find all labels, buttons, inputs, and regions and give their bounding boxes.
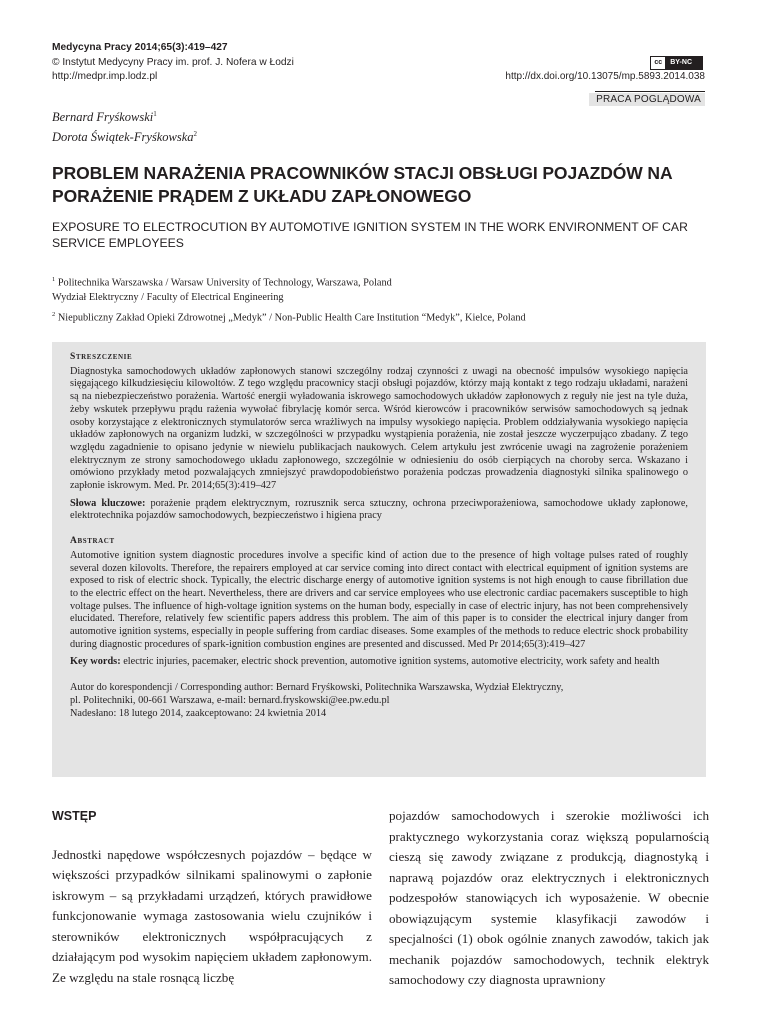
article-title-english: EXPOSURE TO ELECTROCUTION BY AUTOMOTIVE IGNITION SYSTEM IN THE WORK ENVIRONMENT OF CAR SERVICE EMPLOYEES: [52, 220, 688, 250]
abstract-heading-english: Abstract: [70, 536, 115, 547]
affiliation: [52, 273, 712, 305]
abstract-text-english: Automotive ignition system diagnostic procedures involve a specific kind of action due to the presence of high voltage pulses rated of roughly several dozen kilovolts. Therefore, the repairers employed at car service coming into direct contact with electrical equipment of ignition systems are exposed to risk of electric shock. Typically, the electric discharge energy of automotive ignition systems is not high enough to cause fibrillation due to the electric effect on the heart. Nevertheless, there are drivers and car service employees who use electronic cardiac pacemakers susceptible to high voltage pulses. The influence of high-voltage ignition systems on the human body, especially in case of electric injury, has not been comprehensively elucidated. Therefore, relatively few scientific papers address this problem. The aim of this paper is to consider the electrical injury danger from automotive ignition systems, especially in people suffering from cardiac diseases. Some examples of the methods to reduce electric shock probability during diagnostic procedures of spark-ignition combustion engines are presented and discussed. Med Pr 2014;65(3):419–427: [70, 549, 688, 650]
abstract-heading-polish: Streszczenie: [70, 352, 133, 362]
author-affiliation-mark: 2: [193, 130, 198, 139]
journal-citation: Medycyna Pracy 2014;65(3):419–427: [52, 42, 228, 53]
correspondence-line: Autor do korespondencji / Corresponding author: Bernard Fryśkowski, Politechnika Warszawska, Wydział Elektryczny,: [70, 682, 564, 694]
body-paragraph: pojazdów samochodowych i szerokie możliwości ich praktycznego wykorzystania coraz większą popularnością cieszą się zawody związane z produkcją, diagnostyką i naprawą pojazdów oraz elektrycznych i elektronicznych podzespołów stanowiących ich wyposażenie. W obecnie obowiązującym systemie klasyfikacji zawodów i specjalności (1) obok ogólnie znanych zawodów, takich jak mechanik pojazdów samochodowych, technik elektryk samochodowy czy diagnosta uprawniony: [389, 808, 709, 987]
license-badge-label: BY-NC: [666, 57, 702, 69]
keywords-text: porażenie prądem elektrycznym, rozrusznik serca sztuczny, ochrona przeciwporażeniowa, samochodowe układy zapłonowe, elektrotechnika pojazdów samochodowych, bezpieczeństwo i higiena pracy: [70, 497, 688, 522]
body-column-right: [389, 806, 709, 991]
keywords-english: [70, 656, 688, 669]
doi-link[interactable]: http://dx.doi.org/10.13075/mp.5893.2014.038: [505, 71, 705, 82]
doi-block: [445, 55, 705, 84]
abstract-text-polish: Diagnostyka samochodowych układów zapłonowych stanowi szczególny rodzaj czynności z uwagi na obecność impulsów wysokiego napięcia sięgającego kilkudziesięciu kilowoltów. Z tego względu pracownicy stacji obsługi pojazdów, którzy mają kontakt z tego rodzaju układami, narażeni są na niebezpieczeństwo porażenia. Wartość energii wyładowania iskrowego samochodowych układów zapłonowych z reguły nie jest na tyle duża, żeby wskutek przepływu prądu rażenia wywołać fibrylację komór serca. Wśród kierowców i pracowników serwisów samochodowych są jednak osoby korzystające z elektronicznych stymulatorów serca wrażliwych na impulsy wysokiego napięcia. Problem oddziaływania wysokiego napięcia układów zapłonowych na organizm ludzki, w szczególności w przypadku wystąpienia porażenia, nie został jeszcze wyczerpująco zbadany. Z tego względu zagadnienie to opisano jedynie w niewielu publikacjach naukowych. Celem artykułu jest zwrócenie uwagi na zagrożenie porażeniem elektrycznym ze strony samochodowego układu zapłonowego, szczególnie w odniesieniu do osób cierpiących na choroby serca. Wskazano i omówiono przykłady metod pozwalających zmniejszyć prawdopodobieństwo porażenia podczas prowadzenia diagnostyki silnika spalinowego o zapłonie iskrowym. Med. Pr. 2014;65(3):419–427: [70, 365, 688, 492]
affiliation-line: Wydział Elektryczny / Faculty of Electrical Engineering: [52, 291, 284, 303]
affiliations: [52, 273, 712, 325]
keywords-polish: [70, 498, 688, 523]
author-name: Bernard Fryśkowski: [52, 110, 154, 125]
correspondence: [70, 682, 688, 720]
author: [52, 126, 197, 146]
copyright-line: © Instytut Medycyny Pracy im. prof. J. Nofera w Łodzi: [52, 56, 294, 68]
keywords-text: electric injuries, pacemaker, electric shock prevention, automotive ignition systems, automotive electricity, work safety and health: [123, 656, 660, 668]
affiliation: [52, 308, 712, 326]
body-paragraph: Jednostki napędowe współczesnych pojazdów – będące w większości przypadków silnikami spalinowymi o zapłonie iskrowym – są przykładami urządzeń, których prawidłowe funkcjonowanie wymaga zastosowania wielu czujników i sterowników elektronicznych współpracujących z działającym pod wysokim napięciem układem zapłonowym. Ze względu na stale rosnącą liczbę: [52, 846, 372, 985]
affiliation-mark: 2: [52, 310, 56, 318]
header-divider: [595, 91, 705, 92]
license-badge[interactable]: [445, 55, 705, 70]
article-title-polish: PROBLEM NARAŻENIA PRACOWNIKÓW STACJI OBSŁUGI POJAZDÓW NA PORAŻENIE PRĄDEM Z UKŁADU ZAPŁONOWEGO: [52, 163, 672, 206]
author: [52, 106, 197, 126]
abstract-box: [52, 342, 706, 777]
correspondence-line: pl. Politechniki, 00-661 Warszawa, e-mail: bernard.fryskowski@ee.pw.edu.pl: [70, 694, 390, 706]
body-column-left: [52, 806, 372, 988]
creative-commons-icon: cc: [651, 57, 666, 69]
keywords-label: Słowa kluczowe:: [70, 497, 146, 509]
affiliation-mark: 1: [52, 276, 56, 283]
affiliation-line: Niepubliczny Zakład Opieki Zdrowotnej „Medyk” / Non-Public Health Care Institution “Medyk”, Kielce, Poland: [57, 312, 526, 324]
author-affiliation-mark: 1: [153, 110, 157, 118]
author-list: [52, 106, 197, 146]
received-accepted-dates: Nadesłano: 18 lutego 2014, zaakceptowano: 24 kwietnia 2014: [70, 707, 327, 719]
keywords-label: Key words:: [70, 656, 121, 668]
journal-website-link[interactable]: http://medpr.imp.lodz.pl: [52, 71, 158, 82]
section-heading: WSTĘP: [52, 809, 97, 823]
journal-header: [52, 41, 294, 85]
affiliation-line: Politechnika Warszawska / Warsaw University of Technology, Warszawa, Poland: [57, 277, 392, 289]
author-name: Dorota Świątek-Fryśkowska: [52, 130, 194, 145]
paper-type-label: PRACA POGLĄDOWA: [589, 93, 705, 106]
